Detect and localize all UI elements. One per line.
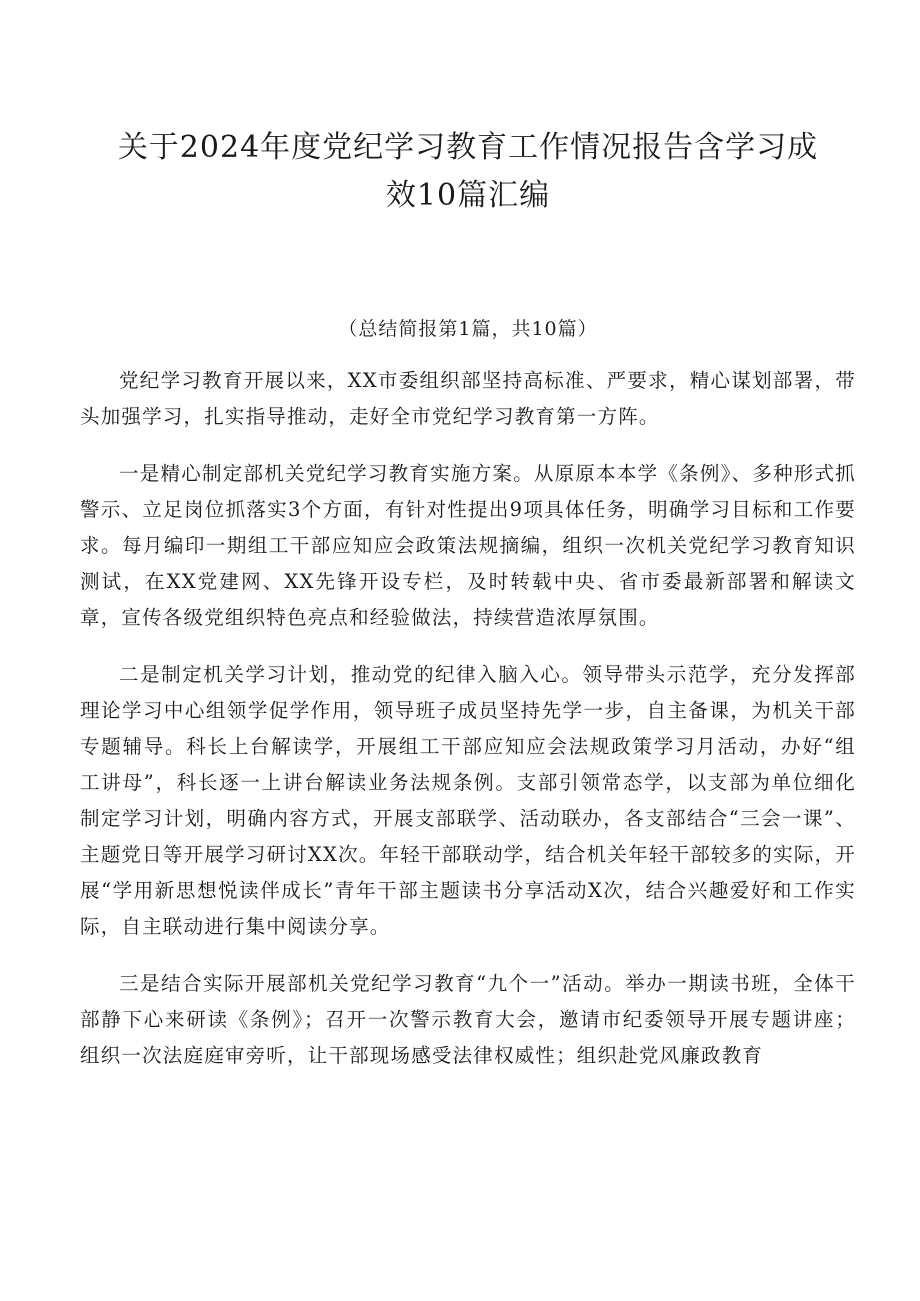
paragraph-point-one: 一是精心制定部机关党纪学习教育实施方案。从原原本本学《条例》、多种形式抓警示、立足岗位抓落实3个方面，有针对性提出9项具体任务，明确学习目标和工作要求。每月编印一期组工干部应知应会政策法规摘编，组织一次机关党纪学习教育知识测试，在XX党建网、XX先锋开设专栏，及时转载中央、省市委最新部署和解读文章，宣传各级党组织特色亮点和经验做法，持续营造浓厚氛围。 <box>80 462 856 629</box>
paragraph-intro: 党纪学习教育开展以来，XX市委组织部坚持高标准、严要求，精心谋划部署，带头加强学习，扎实指导推动，走好全市党纪学习教育第一方阵。 <box>80 369 856 428</box>
paragraph-point-two: 二是制定机关学习计划，推动党的纪律入脑入心。领导带头示范学，充分发挥部理论学习中心组领学促学作用，领导班子成员坚持先学一步，自主备课，为机关干部专题辅导。科长上台解读学，开展组工干部应知应会法规政策学习月活动，办好“组工讲母”，科长逐一上讲台解读业务法规条例。支部引领常态学，以支部为单位细化制定学习计划，明确内容方式，开展支部联学、活动联办，各支部结合“三会一课”、主题党日等开展学习研讨XX次。年轻干部联动学，结合机关年轻干部较多的实际，开展“学用新思想悦读伴成长”青年干部主题读书分享活动X次，结合兴趣爱好和工作实际，自主联动进行集中阅读分享。 <box>80 663 856 938</box>
document-title <box>80 124 856 220</box>
document-subtitle: （总结简报第1篇，共10篇） <box>338 318 598 340</box>
title-line-1: 关于2024年度党纪学习教育工作情况报告含学习成 <box>117 130 819 165</box>
paragraph-point-three: 三是结合实际开展部机关党纪学习教育“九个一”活动。举办一期读书班，全体干部静下心来研读《条例》；召开一次警示教育大会，邀请市纪委领导开展专题讲座；组织一次法庭庭审旁听，让干部现场感受法律权威性；组织赴党风廉政教育 <box>80 972 856 1067</box>
title-line-2: 效10篇汇编 <box>385 178 551 213</box>
